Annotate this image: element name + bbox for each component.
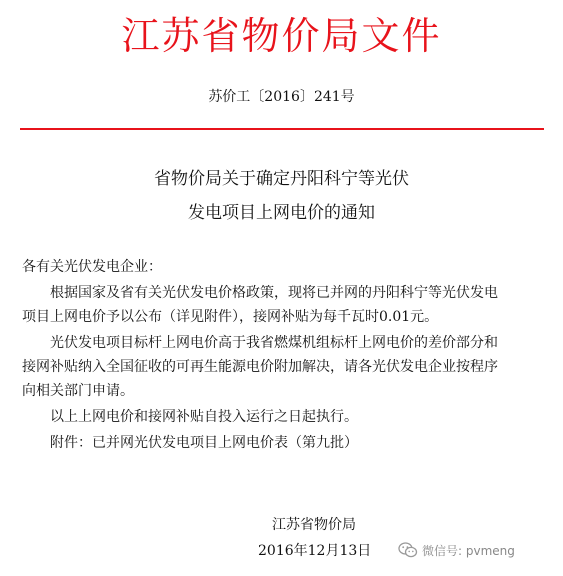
notice-title-line-2: 发电项目上网电价的通知 — [188, 203, 375, 223]
body-line: 光伏发电项目标杆上网电价高于我省燃煤机组标杆上网电价的差价部分和 — [50, 335, 498, 351]
body-line: 根据国家及省有关光伏发电价格政策，现将已并网的丹阳科宁等光伏发电 — [50, 285, 498, 301]
watermark-text: 微信号: pvmeng — [422, 543, 515, 558]
issue-date: 2016年12月13日 — [258, 543, 372, 559]
salutation: 各有关光伏发电企业： — [22, 259, 162, 275]
body-line: 项目上网电价予以公布（详见附件），接网补贴为每千瓦时0.01元。 — [22, 309, 439, 325]
red-divider-line — [20, 128, 544, 130]
body-line: 接网补贴纳入全国征收的可再生能源电价附加解决，请各光伏发电企业按程序 — [22, 359, 498, 375]
wechat-watermark — [398, 539, 515, 561]
notice-title-line-1: 省物价局关于确定丹阳科宁等光伏 — [154, 169, 409, 189]
document-number: 苏价工〔2016〕241号 — [208, 89, 355, 105]
body-line: 以上上网电价和接网补贴自投入运行之日起执行。 — [50, 409, 358, 425]
body-line: 向相关部门申请。 — [22, 383, 134, 399]
attachment-line: 附件：已并网光伏发电项目上网电价表（第九批） — [50, 435, 358, 451]
wechat-icon — [398, 542, 418, 558]
header-title: 江苏省物价局文件 — [121, 14, 442, 58]
issuer-name: 江苏省物价局 — [272, 517, 356, 533]
